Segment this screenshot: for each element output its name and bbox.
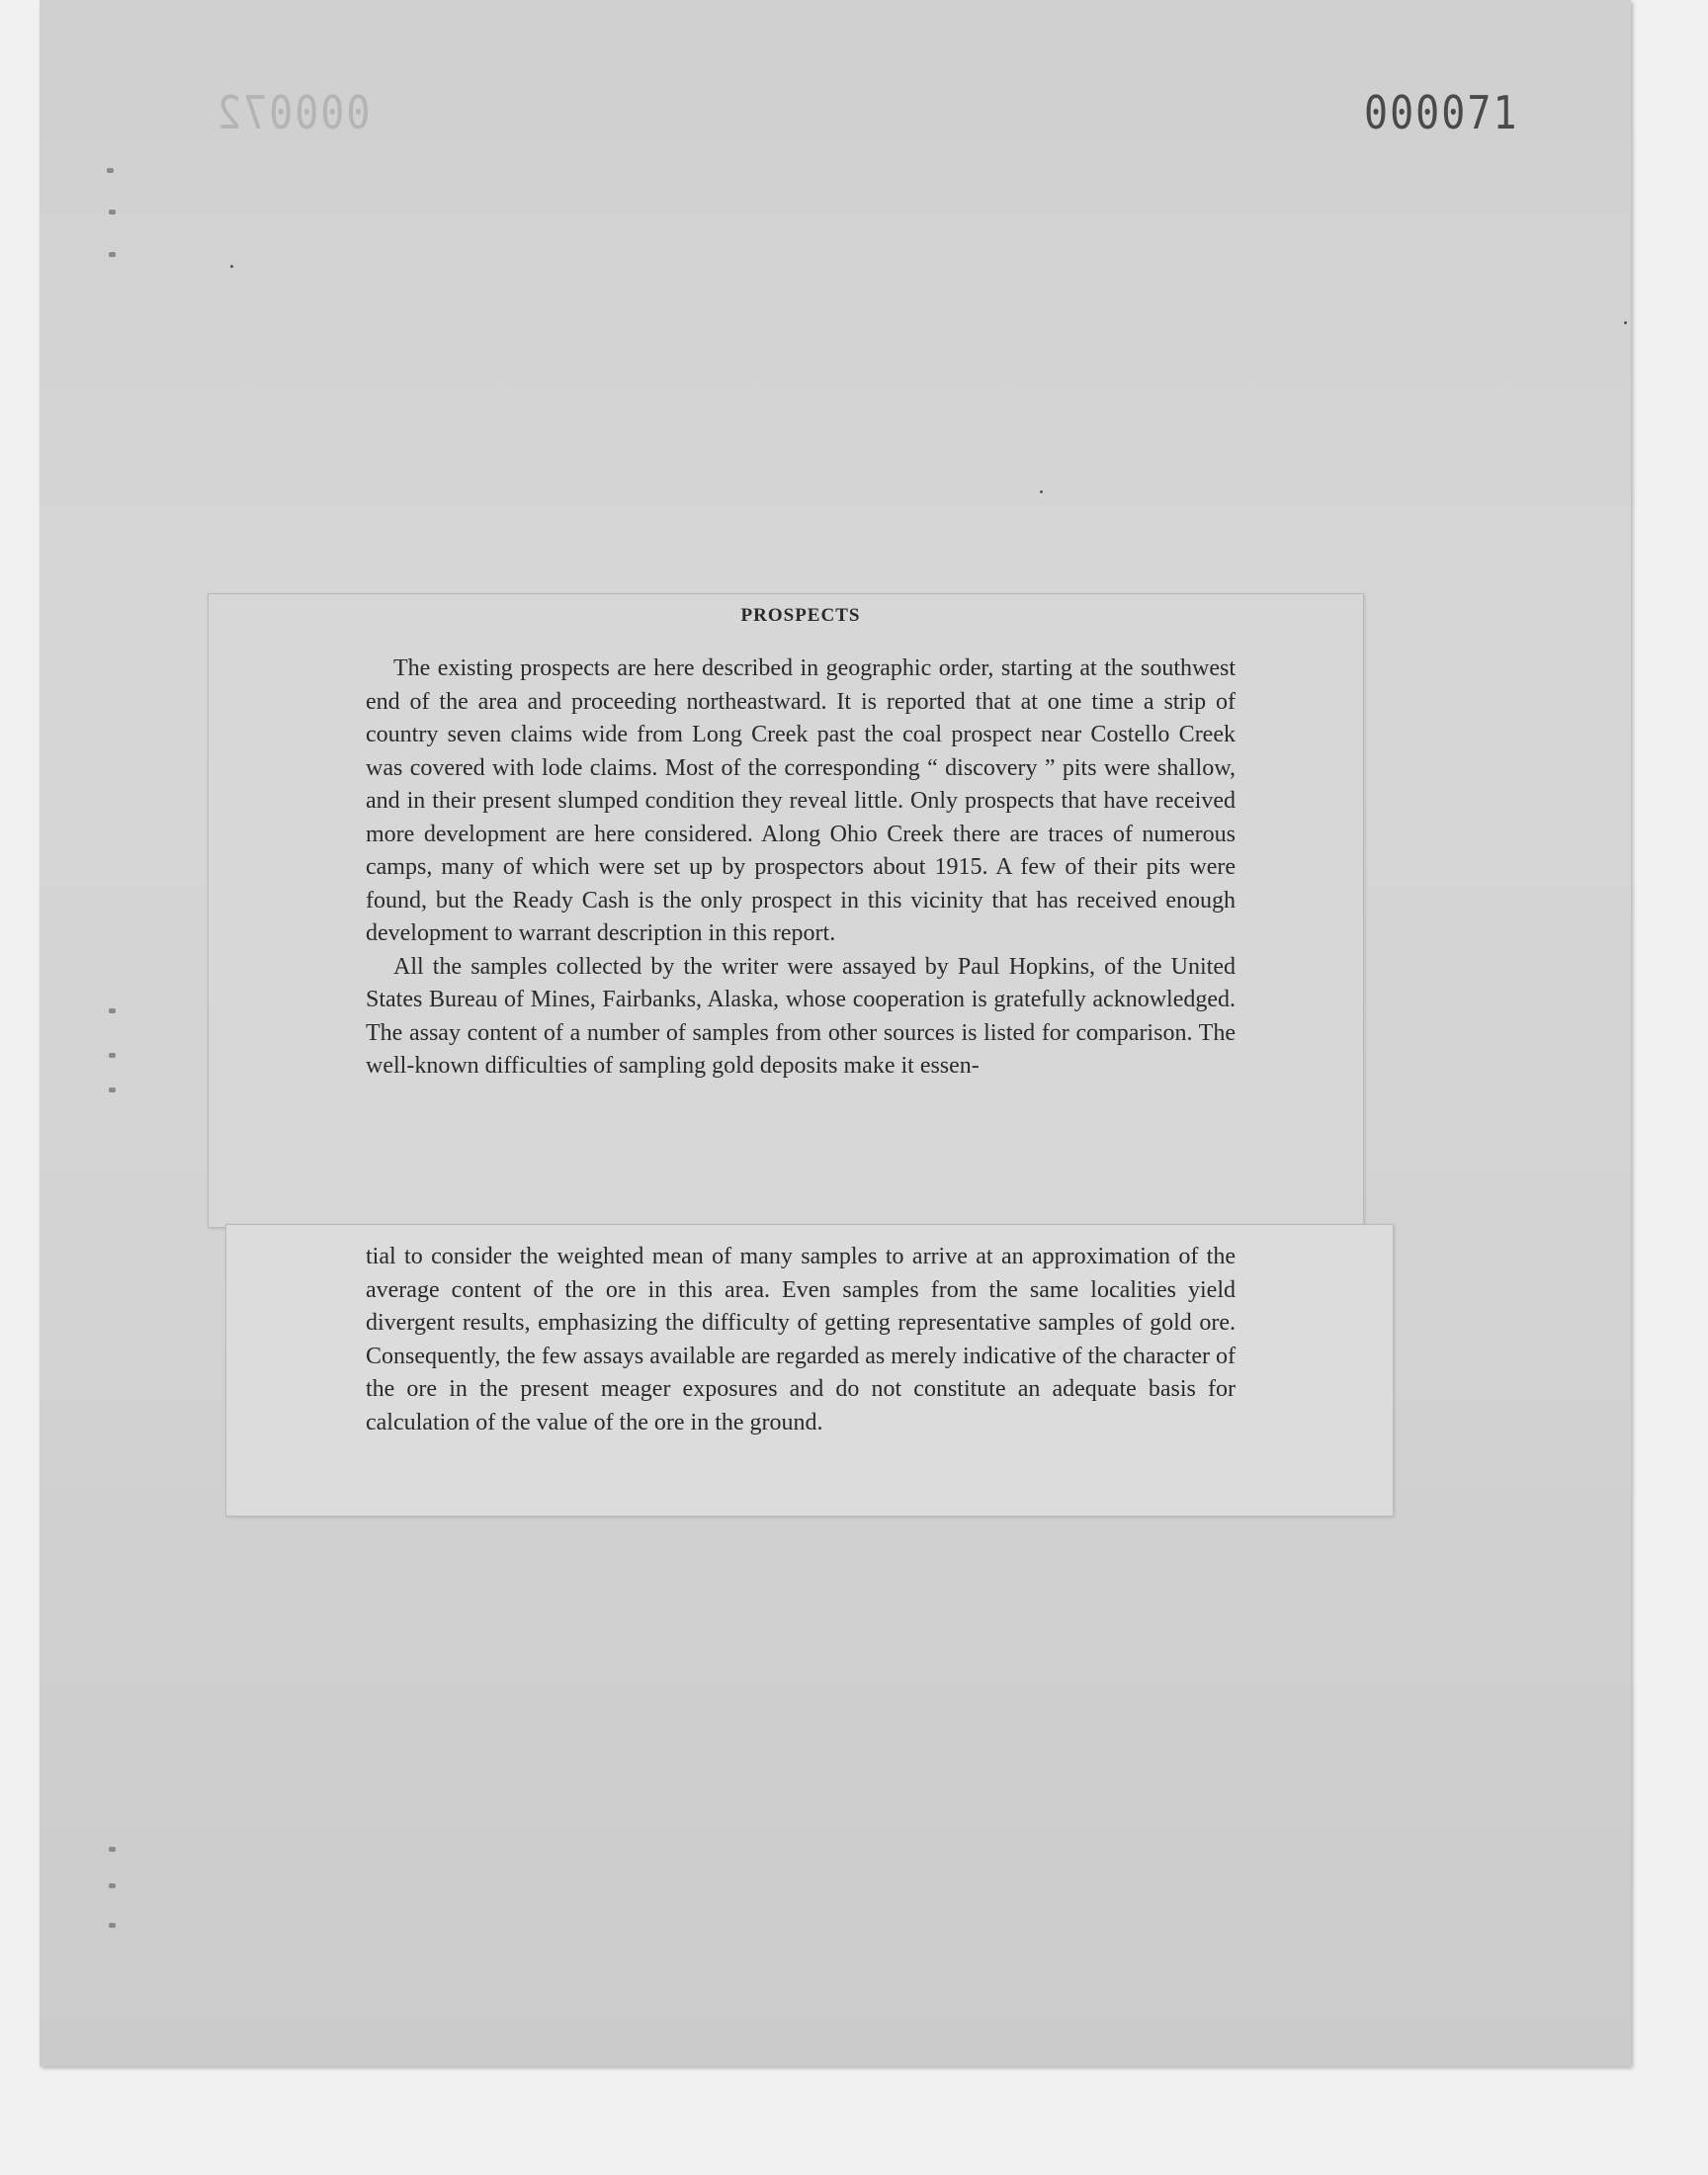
- body-text-lower: [366, 1241, 1236, 1439]
- punch-mark: [109, 1053, 116, 1058]
- punch-mark: [109, 1847, 116, 1852]
- section-heading: PROSPECTS: [740, 605, 861, 626]
- punch-mark: [109, 1088, 116, 1092]
- page-number: 000071: [1364, 87, 1519, 140]
- body-text-upper: [366, 652, 1236, 1084]
- punch-mark: [109, 252, 116, 257]
- bleed-through-page-number: 000072: [215, 87, 371, 140]
- punch-mark: [109, 1008, 116, 1013]
- dust-speck: [1040, 490, 1043, 493]
- paragraph-1: The existing prospects are here described in geographic order, starting at the southwest end of the area and proceeding northeastward. It is reported that at one time a strip of country seven claims wide from Long Creek past the coal prospect near Costello Creek was covered with lode claims. Most of the corresponding “ discovery ” pits were shallow, and in their present slumped condition they reveal little. Only prospects that have received more development are here considered. Along Ohio Creek there are traces of numerous camps, many of which were set up by prospectors about 1915. A few of their pits were found, but the Ready Cash is the only prospect in this vicinity that has received enough development to warrant description in this report.: [366, 655, 1236, 946]
- paragraph-2-start: All the samples collected by the writer were assayed by Paul Hopkins, of the United States Bureau of Mines, Fairbanks, Alaska, whose cooperation is gratefully acknowledged. The assay content of a number of samples from other sources is listed for comparison. The well-known difficulties of sampling gold deposits make it essen-: [366, 953, 1236, 1079]
- paragraph-2-continuation: tial to consider the weighted mean of many samples to arrive at an approximation of the average content of the ore in this area. Even samples from the same localities yield divergent results, emphasizing the difficulty of getting representative samples of gold ore. Consequently, the few assays available are regarded as merely indicative of the character of the ore in the present meager exposures and do not constitute an adequate basis for calculation of the value of the ore in the ground.: [366, 1244, 1236, 1436]
- punch-mark: [109, 1923, 116, 1928]
- punch-mark: [107, 168, 114, 173]
- dust-speck: [1624, 321, 1627, 324]
- dust-speck: [230, 265, 233, 268]
- punch-mark: [109, 1883, 116, 1888]
- punch-mark: [109, 210, 116, 215]
